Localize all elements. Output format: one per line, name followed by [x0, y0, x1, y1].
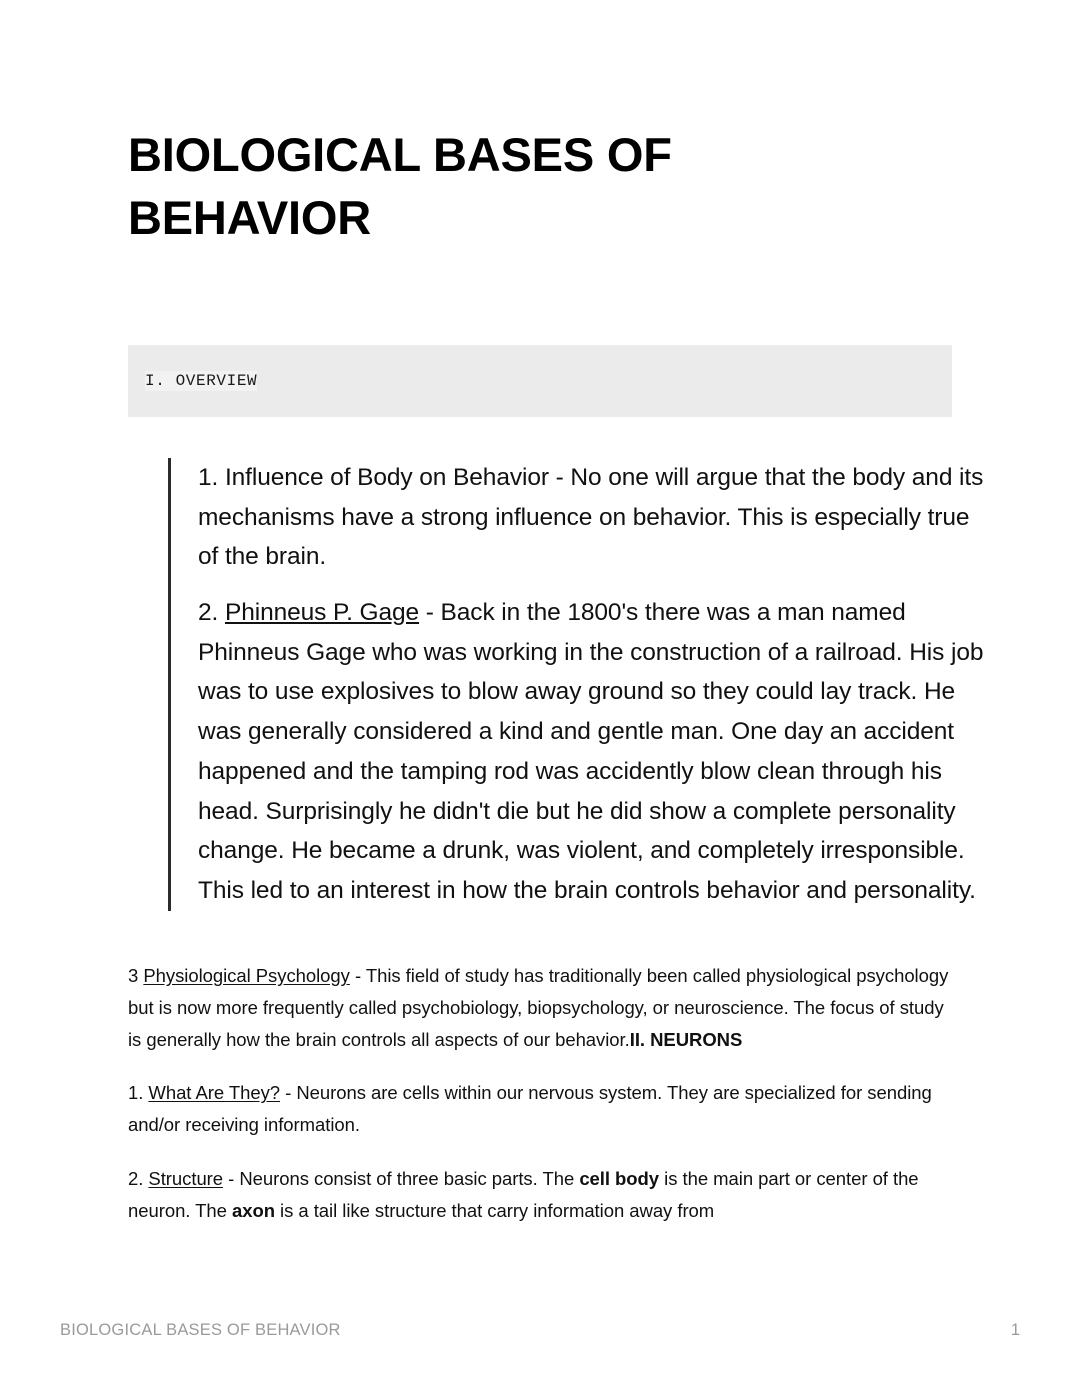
body-paragraph-3-text: - This field of study has traditionally been called physiological psychology but is now more frequently called psychobiology, biopsychology, or neuroscience. The focus of study is generally how the brain controls all aspects of our behavior.	[128, 965, 949, 1050]
body-paragraph-4-text: - Neurons are cells within our nervous system. They are specialized for sending and/or receiving information.	[128, 1082, 932, 1136]
body-paragraph-4	[128, 1077, 954, 1141]
term-axon: axon	[231, 1199, 275, 1221]
footer-page-number: 1	[1010, 1320, 1020, 1339]
term-cell-body: cell body	[579, 1168, 660, 1190]
body-paragraph-4-underlined-term: What Are They?	[148, 1082, 281, 1104]
page-title: BIOLOGICAL BASES OF BEHAVIOR	[128, 128, 672, 244]
blockquote-paragraph-2-number: 2.	[198, 599, 225, 627]
code-block-text: I. OVERVIEW	[145, 371, 258, 390]
body-paragraph-3-underlined-term: Physiological Psychology	[143, 965, 350, 986]
blockquote-paragraph-2	[198, 593, 992, 911]
body-paragraph-3	[128, 960, 954, 1055]
body-paragraph-5-number: 2.	[128, 1168, 149, 1190]
section-heading-neurons: II. NEURONS	[629, 1028, 743, 1050]
page-footer	[60, 1318, 1020, 1342]
body-paragraph-5-text-part2: is the main part or center of the neuron. The	[128, 1168, 919, 1221]
blockquote	[168, 458, 992, 911]
body-paragraph-5-underlined-term: Structure	[148, 1168, 224, 1190]
blockquote-paragraph-1-text: 1. Influence of Body on Behavior - No one will argue that the body and its mechanisms have a strong influence on behavior. This is especially true of the brain.	[198, 464, 984, 571]
footer-document-title: BIOLOGICAL BASES OF BEHAVIOR	[60, 1320, 341, 1339]
body-paragraph-5	[128, 1163, 954, 1227]
body-section	[128, 960, 954, 1227]
blockquote-paragraph-1	[198, 458, 992, 577]
body-paragraph-3-number: 3	[128, 965, 144, 986]
body-paragraph-5-text-part1: - Neurons consist of three basic parts. The	[223, 1168, 580, 1190]
body-paragraph-4-number: 1.	[128, 1082, 149, 1104]
code-block-overview	[128, 345, 952, 417]
blockquote-paragraph-2-text: - Back in the 1800's there was a man named Phinneus Gage who was working in the construction of a railroad. His job was to use explosives to blow away ground so they could lay track. He was generally considered a kind and gentle man. One day an accident happened and the tamping rod was accidently blow clean through his head. Surprisingly he didn't die but he did show a complete personality change. He became a drunk, was violent, and completely irresponsible. This led to an interest in how the brain controls behavior and personality.	[198, 599, 984, 904]
body-paragraph-5-text-part3: is a tail like structure that carry information away from	[274, 1199, 715, 1221]
blockquote-paragraph-2-underlined-term: Phinneus P. Gage	[224, 599, 420, 627]
